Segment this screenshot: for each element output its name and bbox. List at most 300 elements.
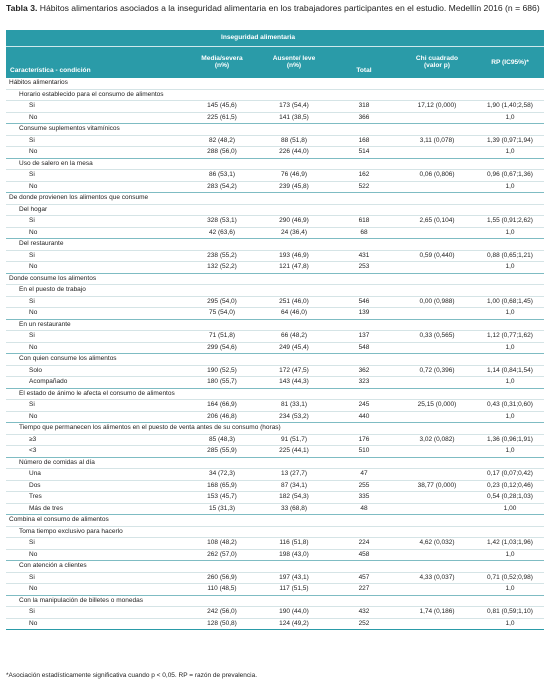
table-row xyxy=(6,584,544,596)
cell-chi-square xyxy=(398,124,476,136)
cell-characteristic: En el puesto de trabajo xyxy=(19,286,86,293)
cell-moderate-severe: 34 (72,3) xyxy=(208,470,236,477)
table-row xyxy=(6,365,544,377)
cell-rp xyxy=(476,89,544,101)
cell-moderate-severe: 128 (50,8) xyxy=(207,619,237,627)
cell-absent-mild xyxy=(258,526,330,538)
cell-moderate-severe: 145 (45,6) xyxy=(207,102,237,109)
cell-total: 168 xyxy=(358,136,370,144)
cell-absent-mild xyxy=(258,319,330,331)
table-group-row xyxy=(6,423,544,435)
cell-total xyxy=(330,124,398,136)
cell-characteristic: Si xyxy=(29,539,35,546)
cell-characteristic: No xyxy=(29,263,38,270)
cell-characteristic: No xyxy=(29,113,38,121)
table-group-row xyxy=(6,124,544,136)
cell-rp xyxy=(476,319,544,331)
cell-rp: 1,0 xyxy=(505,113,515,121)
cell-characteristic: Con quien consume los alimentos xyxy=(19,355,117,362)
cell-total: 323 xyxy=(358,378,370,385)
cell-rp: 1,0 xyxy=(505,412,515,420)
table-row xyxy=(6,549,544,561)
cell-rp xyxy=(476,515,544,527)
cell-rp: 1,0 xyxy=(505,182,515,190)
cell-moderate-severe xyxy=(186,526,258,538)
cell-characteristic: No xyxy=(29,148,38,155)
cell-rp xyxy=(476,423,544,435)
cell-chi-square: 3,11 (0,078) xyxy=(419,136,455,144)
cell-characteristic: Número de comidas al día xyxy=(19,458,95,466)
cell-characteristic: Donde consume los alimentos xyxy=(9,274,97,282)
cell-chi-square xyxy=(398,262,476,274)
cell-total xyxy=(330,515,398,527)
cell-rp: 0,54 (0,28;1,03) xyxy=(487,493,533,500)
cell-moderate-severe: 283 (54,2) xyxy=(207,182,237,190)
cell-total: 255 xyxy=(358,481,370,489)
cell-rp: 1,0 xyxy=(505,228,515,236)
table-row xyxy=(6,262,544,274)
table-row xyxy=(6,434,544,446)
cell-chi-square xyxy=(398,457,476,469)
table-row xyxy=(6,618,544,630)
cell-total: 252 xyxy=(358,619,370,627)
cell-moderate-severe: 71 (51,8) xyxy=(208,332,236,339)
cell-moderate-severe: 260 (56,9) xyxy=(207,573,237,581)
table-row xyxy=(6,480,544,492)
cell-characteristic: Si xyxy=(29,171,35,178)
cell-moderate-severe: 288 (56,0) xyxy=(207,148,237,155)
cell-rp xyxy=(476,273,544,285)
cell-total: 48 xyxy=(360,504,368,512)
table-group-row xyxy=(6,457,544,469)
cell-chi-square: 0,33 (0,565) xyxy=(419,332,455,339)
cell-absent-mild: 76 (46,9) xyxy=(280,171,308,178)
cell-absent-mild: 64 (46,0) xyxy=(280,309,308,316)
cell-total: 227 xyxy=(358,585,370,592)
cell-chi-square: 0,72 (0,396) xyxy=(419,366,455,374)
table-body xyxy=(6,78,544,630)
cell-total: 458 xyxy=(358,550,370,558)
cell-rp: 0,43 (0,31;0,60) xyxy=(487,401,533,408)
cell-total: 47 xyxy=(360,470,368,477)
table-group-row xyxy=(6,89,544,101)
cell-absent-mild: 24 (36,4) xyxy=(280,228,308,236)
cell-absent-mild xyxy=(258,158,330,170)
cell-moderate-severe: 15 (31,3) xyxy=(208,504,236,512)
cell-absent-mild: 116 (51,8) xyxy=(279,539,309,546)
cell-rp: 1,55 (0,91;2,62) xyxy=(487,217,533,224)
cell-absent-mild xyxy=(258,388,330,400)
cell-absent-mild: 197 (43,1) xyxy=(279,573,309,581)
cell-moderate-severe: 42 (63,6) xyxy=(208,228,236,236)
cell-total: 68 xyxy=(360,228,368,236)
cell-total xyxy=(330,273,398,285)
cell-characteristic: No xyxy=(29,550,38,558)
cell-chi-square: 4,62 (0,032) xyxy=(419,539,455,546)
cell-absent-mild: 143 (44,3) xyxy=(279,378,309,385)
cell-total xyxy=(330,388,398,400)
cell-rp: 1,0 xyxy=(505,447,515,454)
header-blank xyxy=(398,30,476,46)
cell-chi-square xyxy=(398,204,476,216)
cell-chi-square xyxy=(398,618,476,630)
table-label: Tabla 3. xyxy=(6,3,38,13)
cell-characteristic: Acompañado xyxy=(29,378,68,385)
cell-moderate-severe xyxy=(186,158,258,170)
cell-rp: 1,42 (1,03;1,96) xyxy=(487,539,533,546)
cell-total: 139 xyxy=(358,309,370,316)
cell-absent-mild xyxy=(258,354,330,366)
cell-characteristic: Del hogar xyxy=(19,205,48,213)
table-group-row xyxy=(6,193,544,205)
cell-characteristic: De donde provienen los alimentos que consume xyxy=(9,194,149,201)
cell-total: 514 xyxy=(358,148,370,155)
cell-rp xyxy=(476,158,544,170)
cell-characteristic: Si xyxy=(29,573,35,581)
cell-total xyxy=(330,285,398,297)
cell-total xyxy=(330,526,398,538)
table-group-row xyxy=(6,319,544,331)
cell-absent-mild: 251 (46,0) xyxy=(279,297,309,305)
table-row xyxy=(6,227,544,239)
cell-absent-mild xyxy=(258,457,330,469)
cell-characteristic: Uso de salero en la mesa xyxy=(19,159,93,167)
cell-total: 253 xyxy=(358,263,370,270)
cell-total xyxy=(330,423,398,435)
cell-rp: 1,0 xyxy=(505,550,515,558)
cell-chi-square: 4,33 (0,037) xyxy=(419,573,455,581)
cell-absent-mild xyxy=(258,561,330,573)
cell-moderate-severe: 262 (57,0) xyxy=(207,550,237,558)
cell-chi-square xyxy=(398,319,476,331)
cell-moderate-severe xyxy=(186,89,258,101)
cell-chi-square xyxy=(398,515,476,527)
table-group-row xyxy=(6,158,544,170)
cell-absent-mild xyxy=(258,515,330,527)
table-row xyxy=(6,342,544,354)
cell-total: 137 xyxy=(358,332,370,339)
cell-absent-mild: 182 (54,3) xyxy=(279,493,309,500)
cell-rp: 1,12 (0,77;1,62) xyxy=(487,332,533,339)
cell-characteristic: No xyxy=(29,343,38,351)
table-row xyxy=(6,135,544,147)
food-insecurity-table xyxy=(6,30,544,630)
cell-moderate-severe xyxy=(186,515,258,527)
table-row xyxy=(6,181,544,193)
cell-absent-mild: 234 (53,2) xyxy=(279,412,309,420)
cell-characteristic: Si xyxy=(29,251,35,259)
cell-characteristic: Solo xyxy=(29,366,43,374)
cell-moderate-severe: 190 (52,5) xyxy=(207,366,237,374)
cell-moderate-severe: 180 (55,7) xyxy=(207,378,237,385)
cell-total xyxy=(330,193,398,205)
table-group-row xyxy=(6,561,544,573)
table-row xyxy=(6,112,544,124)
cell-chi-square xyxy=(398,469,476,481)
cell-total: 318 xyxy=(358,102,370,109)
header-absent-mild: Ausente/ leve (n%) xyxy=(258,46,330,78)
cell-absent-mild: 190 (44,0) xyxy=(279,608,309,615)
table-group-row xyxy=(6,515,544,527)
cell-characteristic: Una xyxy=(29,470,41,477)
cell-moderate-severe xyxy=(186,319,258,331)
cell-total: 245 xyxy=(358,401,370,408)
cell-total: 176 xyxy=(358,435,370,443)
table-row xyxy=(6,170,544,182)
cell-rp: 1,00 xyxy=(503,504,517,512)
cell-total: 457 xyxy=(358,573,370,581)
cell-total xyxy=(330,595,398,607)
cell-absent-mild: 33 (68,8) xyxy=(280,504,308,512)
cell-chi-square xyxy=(398,193,476,205)
table-group-row xyxy=(6,285,544,297)
cell-absent-mild xyxy=(258,124,330,136)
cell-chi-square xyxy=(398,147,476,159)
header-rp: RP (IC95%)* xyxy=(476,46,544,78)
cell-rp: 1,0 xyxy=(505,148,515,155)
cell-total: 162 xyxy=(358,171,370,178)
cell-characteristic: Si xyxy=(29,332,35,339)
cell-absent-mild xyxy=(258,239,330,251)
cell-absent-mild xyxy=(258,595,330,607)
cell-moderate-severe: 295 (54,0) xyxy=(207,297,237,305)
table-group-row xyxy=(6,595,544,607)
cell-moderate-severe: 132 (52,2) xyxy=(207,263,237,270)
cell-moderate-severe: 328 (53,1) xyxy=(207,217,237,224)
cell-rp: 0,17 (0,07;0,42) xyxy=(487,470,533,477)
cell-total: 546 xyxy=(358,297,370,305)
cell-rp xyxy=(476,595,544,607)
table-row xyxy=(6,469,544,481)
cell-absent-mild: 173 (54,4) xyxy=(279,102,309,109)
cell-absent-mild xyxy=(258,273,330,285)
cell-rp: 1,0 xyxy=(505,343,515,351)
cell-moderate-severe: 206 (46,8) xyxy=(207,412,237,420)
cell-moderate-severe: 225 (61,5) xyxy=(207,113,237,121)
cell-absent-mild: 239 (45,8) xyxy=(279,182,309,190)
cell-characteristic: Consume suplementos vitamínicos xyxy=(19,125,120,132)
cell-characteristic: El estado de ánimo le afecta el consumo de alimentos xyxy=(19,389,175,397)
table-row xyxy=(6,250,544,262)
header-blank xyxy=(6,30,186,46)
cell-chi-square xyxy=(398,239,476,251)
cell-moderate-severe: 86 (53,1) xyxy=(208,171,236,178)
header-total: Total xyxy=(330,46,398,78)
cell-rp: 0,23 (0,12;0,46) xyxy=(487,481,533,489)
cell-characteristic: Combina el consumo de alimentos xyxy=(9,516,109,523)
table-group-row xyxy=(6,239,544,251)
cell-absent-mild: 225 (44,1) xyxy=(279,447,309,454)
cell-chi-square xyxy=(398,446,476,458)
table-title: Hábitos alimentarios asociados a la inseguridad alimentaria en los trabajadores participantes en el estudio. Medellín 2016 (n = 686) xyxy=(39,3,540,13)
cell-characteristic: En un restaurante xyxy=(19,320,71,328)
cell-characteristic: Toma tiempo exclusivo para hacerlo xyxy=(19,527,123,535)
cell-rp: 1,0 xyxy=(505,585,515,592)
table-group-row xyxy=(6,526,544,538)
cell-absent-mild xyxy=(258,285,330,297)
cell-moderate-severe: 168 (65,9) xyxy=(207,481,237,489)
cell-absent-mild: 117 (51,5) xyxy=(279,585,309,592)
cell-chi-square xyxy=(398,354,476,366)
table-group-row xyxy=(6,204,544,216)
cell-characteristic: Si xyxy=(29,401,35,408)
cell-rp xyxy=(476,285,544,297)
cell-total xyxy=(330,158,398,170)
cell-absent-mild xyxy=(258,193,330,205)
cell-rp: 1,0 xyxy=(505,378,515,385)
cell-chi-square xyxy=(398,549,476,561)
cell-rp: 1,00 (0,68;1,45) xyxy=(487,297,533,305)
cell-moderate-severe xyxy=(186,285,258,297)
header-blank xyxy=(330,30,398,46)
cell-chi-square xyxy=(398,285,476,297)
table-row xyxy=(6,101,544,113)
cell-total xyxy=(330,204,398,216)
cell-rp xyxy=(476,239,544,251)
cell-rp: 0,96 (0,67;1,36) xyxy=(487,171,533,178)
cell-rp xyxy=(476,354,544,366)
cell-rp: 1,14 (0,84;1,54) xyxy=(487,366,533,374)
table-group-row xyxy=(6,354,544,366)
table-row xyxy=(6,331,544,343)
cell-chi-square xyxy=(398,388,476,400)
cell-moderate-severe: 242 (56,0) xyxy=(207,608,237,615)
cell-absent-mild: 226 (44,0) xyxy=(279,148,309,155)
cell-moderate-severe xyxy=(186,239,258,251)
cell-chi-square xyxy=(398,561,476,573)
cell-rp xyxy=(476,526,544,538)
cell-moderate-severe xyxy=(186,354,258,366)
cell-chi-square: 0,59 (0,440) xyxy=(419,251,455,259)
cell-chi-square xyxy=(398,273,476,285)
cell-characteristic: No xyxy=(29,412,38,420)
cell-rp xyxy=(476,124,544,136)
cell-rp xyxy=(476,204,544,216)
cell-characteristic: Del restaurante xyxy=(19,240,64,247)
cell-chi-square xyxy=(398,584,476,596)
cell-rp: 0,88 (0,65;1,21) xyxy=(487,251,533,259)
cell-total: 440 xyxy=(358,412,370,420)
cell-moderate-severe: 110 (48,5) xyxy=(207,585,237,592)
cell-chi-square xyxy=(398,595,476,607)
cell-rp: 1,0 xyxy=(505,309,515,316)
table-row xyxy=(6,377,544,389)
cell-chi-square: 2,65 (0,104) xyxy=(419,217,455,224)
cell-characteristic: No xyxy=(29,585,38,592)
cell-characteristic: No xyxy=(29,228,38,236)
table-group-row xyxy=(6,78,544,89)
cell-characteristic: No xyxy=(29,182,38,190)
cell-chi-square: 3,02 (0,082) xyxy=(419,435,455,443)
cell-rp: 1,36 (0,96;1,91) xyxy=(487,435,533,443)
cell-characteristic: No xyxy=(29,619,38,627)
cell-absent-mild xyxy=(258,78,330,89)
table-row xyxy=(6,503,544,515)
cell-absent-mild: 66 (48,2) xyxy=(280,332,308,339)
cell-total xyxy=(330,78,398,89)
table-row xyxy=(6,538,544,550)
cell-characteristic: Si xyxy=(29,136,35,144)
cell-total: 366 xyxy=(358,113,370,121)
cell-moderate-severe xyxy=(186,204,258,216)
table-row xyxy=(6,147,544,159)
cell-absent-mild: 198 (43,0) xyxy=(279,550,309,558)
cell-chi-square xyxy=(398,308,476,320)
cell-chi-square xyxy=(398,181,476,193)
header-chi-square: Chi cuadrado (valor p) xyxy=(398,46,476,78)
cell-chi-square xyxy=(398,158,476,170)
table-row xyxy=(6,446,544,458)
cell-chi-square xyxy=(398,411,476,423)
table-row xyxy=(6,572,544,584)
cell-rp xyxy=(476,78,544,89)
cell-moderate-severe xyxy=(186,457,258,469)
table-row xyxy=(6,411,544,423)
cell-absent-mild: 121 (47,8) xyxy=(279,263,309,270)
cell-absent-mild xyxy=(258,89,330,101)
cell-absent-mild: 249 (45,4) xyxy=(279,343,309,351)
table-row xyxy=(6,492,544,504)
cell-characteristic: Con la manipulación de billetes o monedas xyxy=(19,596,143,604)
cell-characteristic: No xyxy=(29,309,38,316)
cell-absent-mild: 87 (34,1) xyxy=(280,481,308,489)
cell-chi-square xyxy=(398,503,476,515)
cell-moderate-severe xyxy=(186,78,258,89)
cell-total xyxy=(330,319,398,331)
cell-moderate-severe xyxy=(186,273,258,285)
cell-total: 335 xyxy=(358,493,370,500)
table-group-row xyxy=(6,273,544,285)
cell-total: 510 xyxy=(358,447,370,454)
cell-chi-square xyxy=(398,89,476,101)
cell-total: 522 xyxy=(358,182,370,190)
cell-total xyxy=(330,239,398,251)
cell-chi-square xyxy=(398,526,476,538)
cell-absent-mild: 124 (49,2) xyxy=(279,619,309,627)
cell-rp xyxy=(476,193,544,205)
cell-absent-mild: 141 (38,5) xyxy=(279,113,309,121)
cell-moderate-severe: 299 (54,6) xyxy=(207,343,237,351)
table-caption xyxy=(6,3,544,14)
cell-absent-mild: 81 (33,1) xyxy=(280,401,308,408)
cell-characteristic: Si xyxy=(29,217,35,224)
cell-moderate-severe: 85 (48,3) xyxy=(208,435,236,443)
header-characteristic: Característica - condición xyxy=(6,46,186,78)
cell-characteristic: Dos xyxy=(29,481,41,489)
cell-characteristic: Si xyxy=(29,297,35,305)
cell-characteristic: <3 xyxy=(29,447,37,454)
header-moderate-severe: Media/severa (n%) xyxy=(186,46,258,78)
table-row xyxy=(6,296,544,308)
table-row xyxy=(6,400,544,412)
cell-rp: 0,71 (0,52;0,98) xyxy=(487,573,533,581)
cell-rp xyxy=(476,388,544,400)
cell-rp xyxy=(476,561,544,573)
cell-chi-square: 25,15 (0,000) xyxy=(417,401,457,408)
cell-characteristic: Tres xyxy=(29,493,42,500)
cell-absent-mild: 88 (51,8) xyxy=(280,136,308,144)
cell-moderate-severe: 285 (55,9) xyxy=(207,447,237,454)
cell-chi-square: 38,77 (0,000) xyxy=(417,481,457,489)
cell-absent-mild: 13 (27,7) xyxy=(280,470,308,477)
cell-characteristic: Hábitos alimentarios xyxy=(9,79,68,86)
cell-chi-square xyxy=(398,78,476,89)
cell-characteristic: Horario establecido para el consumo de alimentos xyxy=(19,90,164,98)
cell-moderate-severe: 82 (48,2) xyxy=(208,136,236,144)
cell-chi-square xyxy=(398,112,476,124)
cell-rp xyxy=(476,457,544,469)
cell-chi-square xyxy=(398,492,476,504)
